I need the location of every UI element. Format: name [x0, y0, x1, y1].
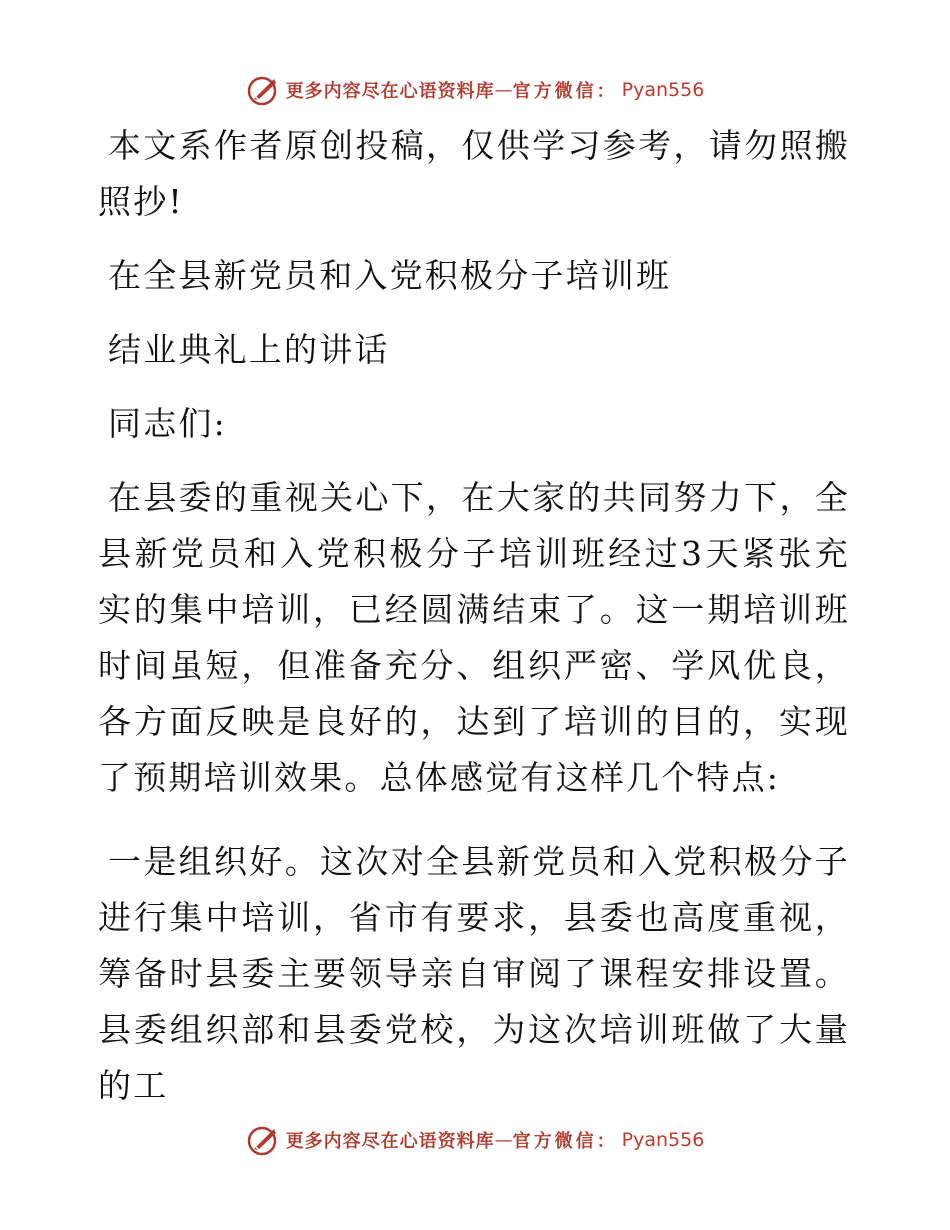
quill-pen-logo-icon [246, 73, 280, 107]
salutation: 同志们: [108, 404, 227, 443]
footer-banner-wechat-id: Pyan556 [621, 1129, 705, 1151]
banner-official-label: 官方微信： [512, 81, 618, 102]
title-line-1: 在全县新党员和入党积极分子培训班 [108, 256, 672, 295]
banner-wechat-id: Pyan556 [621, 79, 705, 101]
footer-banner-official-label: 官方微信： [512, 1131, 618, 1152]
footer-banner-slogan: 更多内容尽在心语资料库 [285, 1131, 495, 1152]
disclaimer: 本文系作者原创投稿，仅供学习参考，请勿照搬照抄! [98, 126, 850, 221]
paragraph-2: 一是组织好。这次对全县新党员和入党积极分子进行集中培训，省市有要求，县委也高度重视，筹备时县委主要领导亲自审阅了课程安排设置。县委组织部和县委党校，为这次培训班做了大量的工 [98, 842, 850, 1105]
footer-banner-separator: — [494, 1129, 513, 1151]
banner-slogan: 更多内容尽在心语资料库 [285, 81, 495, 102]
document-body [98, 118, 850, 1132]
paragraph-1: 在县委的重视关心下，在大家的共同努力下，全县新党员和入党积极分子培训班经过3天紧张充实的集中培训，已经圆满结束了。这一期培训班时间虽短，但准备充分、组织严密、学风优良，各方面反映是良好的，达到了培训的目的，实现了预期培训效果。总体感觉有这样几个特点: [98, 478, 850, 797]
title-line-2: 结业典礼上的讲话 [108, 330, 390, 369]
header-banner [0, 70, 950, 110]
quill-pen-logo-icon [246, 1123, 280, 1157]
footer-banner [0, 1120, 950, 1160]
banner-separator: — [494, 79, 513, 101]
